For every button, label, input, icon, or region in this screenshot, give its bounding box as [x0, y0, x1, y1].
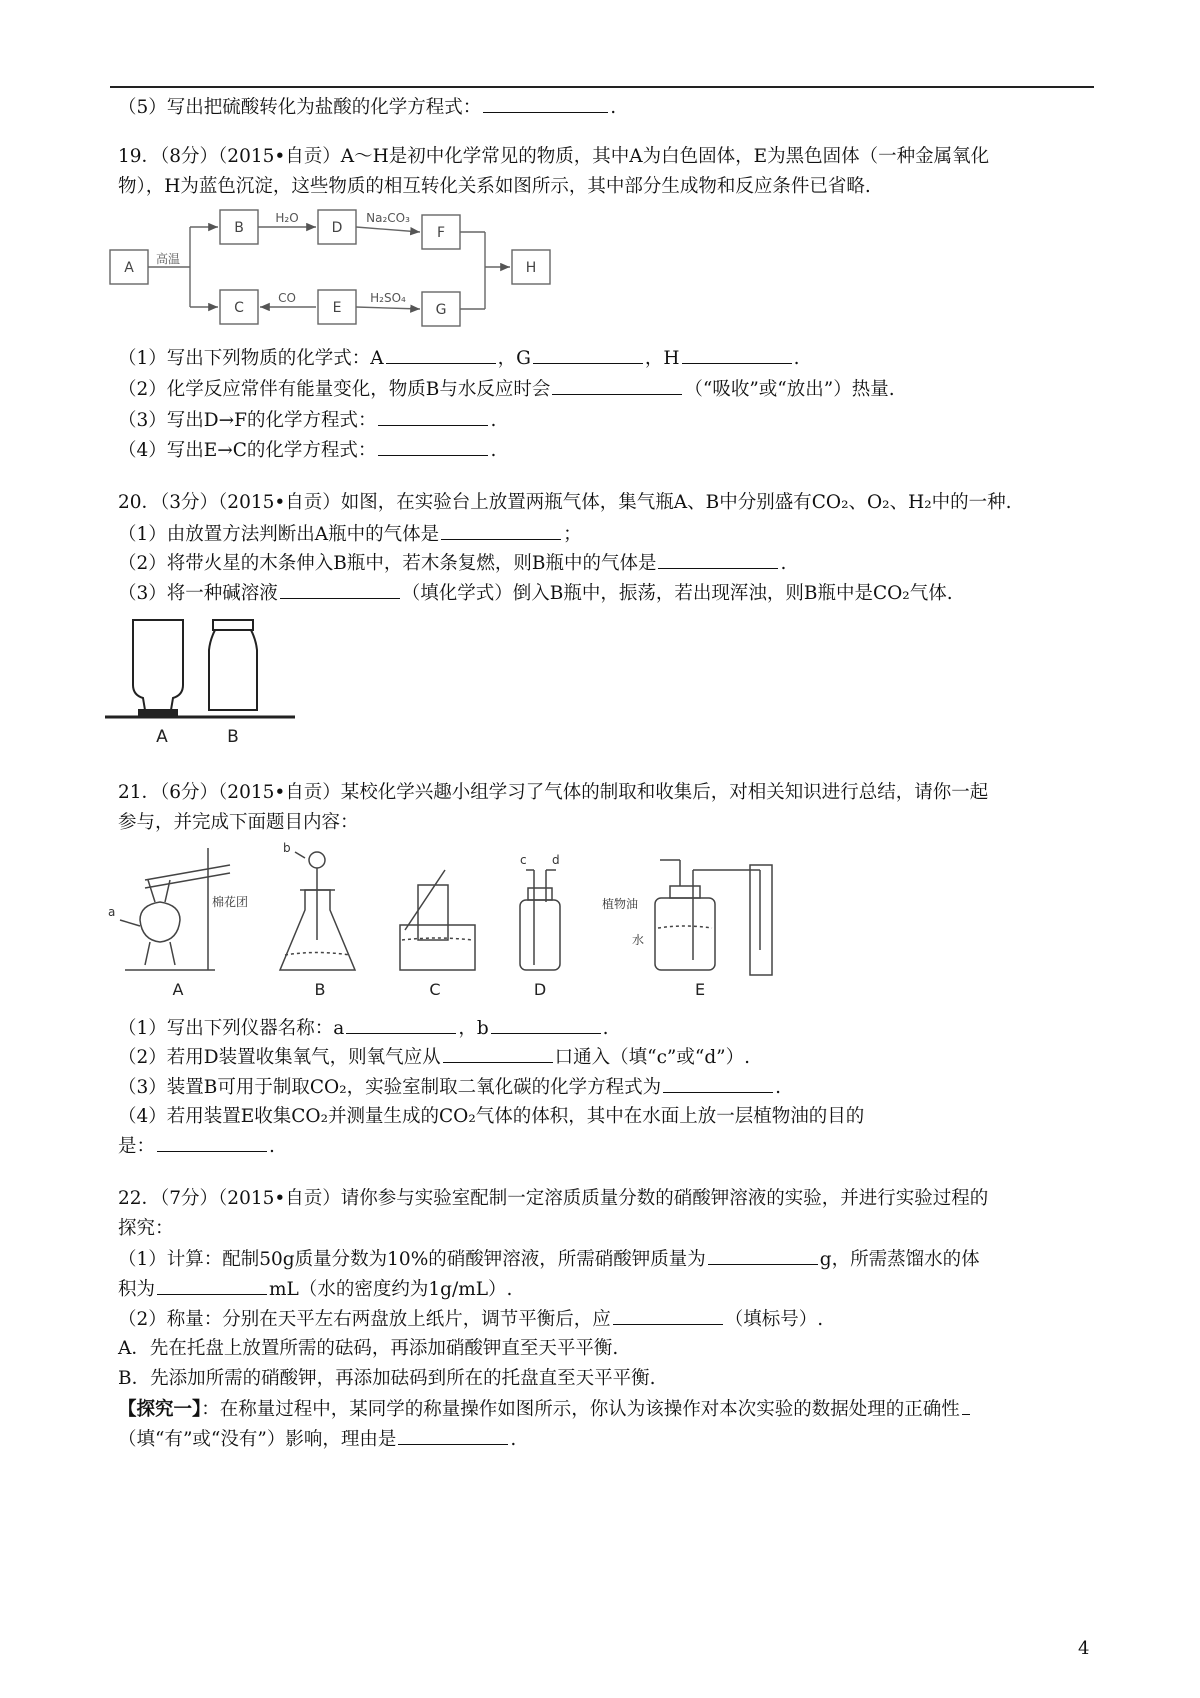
q19-part3 [118, 407, 496, 434]
q22-part2 [118, 1306, 823, 1333]
answer-blank[interactable] [378, 407, 488, 426]
q21-p1-text: （1）写出下列仪器名称：a [118, 1018, 345, 1039]
bottle-a-label: A [156, 727, 168, 747]
answer-blank[interactable] [398, 1426, 508, 1445]
q19-part1 [118, 345, 799, 372]
q19-p3-text: （3）写出D→F的化学方程式： [118, 410, 377, 431]
q20-part2 [118, 550, 786, 577]
label-b-small: b [283, 841, 291, 855]
q20-p2-end: . [780, 553, 787, 574]
q19-p2-end: （“吸收”或“放出”）热量. [684, 379, 895, 400]
answer-blank[interactable] [157, 1276, 267, 1295]
q19-p3-end: . [490, 410, 497, 431]
q20-p1-text: （1）由放置方法判断出A瓶中的气体是 [118, 524, 440, 545]
q19-p2-text: （2）化学反应常伴有能量变化，物质B与水反应时会 [118, 379, 551, 400]
q21-p4-end: . [269, 1136, 275, 1157]
apparatus-c [400, 870, 475, 970]
label-na2co3: Na₂CO₃ [366, 211, 410, 225]
q22-p2-end: （填标号）. [724, 1309, 824, 1330]
q19-p1-text: （1）写出下列物质的化学式：A [118, 348, 384, 369]
q20-p1-end: ； [563, 524, 582, 545]
label-h2so4: H₂SO₄ [370, 291, 406, 305]
q22-explore-end: . [510, 1429, 517, 1450]
node-label-h: H [525, 260, 537, 276]
label-h2o: H₂O [275, 211, 299, 225]
bottle-b [209, 630, 257, 710]
q19-part2 [118, 376, 895, 403]
q22-part1-line2 [118, 1276, 512, 1303]
q19-p1-text-g: ，G [497, 348, 531, 369]
q20-part1 [118, 521, 582, 548]
q20-p3-text: （3）将一种碱溶液 [118, 583, 278, 604]
node-label-b: B [234, 220, 244, 236]
node-label-d: D [331, 220, 343, 236]
q19-p4-text: （4）写出E→C的化学方程式： [118, 440, 377, 461]
q22-p1-text-b: g，所需蒸馏水的体 [819, 1249, 980, 1270]
q21-p4-text: 是： [118, 1136, 156, 1157]
answer-blank[interactable] [613, 1306, 723, 1325]
q22-stem-line1: 22．（7分）（2015•自贡）请你参与实验室配制一定溶质质量分数的硝酸钾溶液的实验，并进行实验过程的 [118, 1188, 989, 1209]
apparatus-a [120, 848, 230, 970]
q21-p3-end: . [775, 1077, 781, 1098]
q19-p1-text-h: ，H [644, 348, 680, 369]
q21-stem-line1: 21．（6分）（2015•自贡）某校化学兴趣小组学习了气体的制取和收集后，对相关知识进行总结，请你一起 [118, 782, 989, 803]
q22-p1-text-c: 积为 [118, 1279, 156, 1300]
apparatus-e [655, 860, 772, 975]
apparatus-e-label: E [694, 980, 706, 999]
q21-p3-text: （3）装置B可用于制取CO₂，实验室制取二氧化碳的化学方程式为 [118, 1077, 662, 1098]
answer-blank[interactable] [708, 1246, 818, 1265]
q21-p1-end: . [602, 1018, 609, 1039]
q22-p2-text: （2）称量：分别在天平左右两盘放上纸片，调节平衡后，应 [118, 1309, 611, 1330]
answer-blank[interactable] [157, 1133, 267, 1152]
answer-blank[interactable] [441, 521, 561, 540]
q21-part4-line2 [118, 1133, 275, 1160]
q21-part3 [118, 1074, 781, 1101]
answer-blank[interactable] [346, 1015, 456, 1034]
bottle-a [133, 620, 183, 710]
q22-explore-line1 [118, 1396, 972, 1423]
node-label-a: A [124, 260, 134, 276]
label-d-small: d [552, 853, 560, 867]
answer-blank[interactable] [962, 1396, 970, 1415]
q20-part3 [118, 580, 953, 607]
q21-stem-line2: 参与，并完成下面题目内容： [118, 812, 359, 833]
q22-option-a: A．先在托盘上放置所需的砝码，再添加硝酸钾直至天平平衡. [118, 1338, 619, 1359]
q21-p2-text: （2）若用D装置收集氧气，则氧气应从 [118, 1047, 441, 1068]
answer-blank[interactable] [663, 1074, 773, 1093]
node-label-f: F [436, 225, 446, 241]
q22-explore-text-b: （填“有”或“没有”）影响，理由是 [118, 1429, 397, 1450]
label-cotton: 棉花团 [212, 895, 249, 909]
apparatus-a-label: A [172, 980, 184, 999]
q19-transformation-diagram [100, 195, 570, 335]
q21-p1-text-b: ，b [458, 1018, 489, 1039]
q18-part5 [118, 94, 616, 121]
answer-blank[interactable] [378, 437, 488, 456]
q18-p5-text: （5）写出把硫酸转化为盐酸的化学方程式： [118, 97, 482, 118]
q21-part2 [118, 1044, 750, 1071]
header-rule [110, 86, 1094, 88]
answer-blank[interactable] [491, 1015, 601, 1034]
q20-gas-bottles-figure [105, 610, 305, 750]
label-c-small: c [520, 853, 527, 867]
q22-option-b: B．先添加所需的硝酸钾，再添加砝码到所在的托盘直至天平平衡. [118, 1368, 656, 1389]
apparatus-d-label: D [533, 980, 547, 999]
q20-p3-end: （填化学式）倒入B瓶中，振荡，若出现浑浊，则B瓶中是CO₂气体. [401, 583, 953, 604]
q19-p4-end: . [490, 440, 497, 461]
q22-part1-line1 [118, 1246, 980, 1273]
q18-p5-end: . [610, 97, 617, 118]
q19-part4 [118, 437, 496, 464]
q20-p2-text: （2）将带火星的木条伸入B瓶中，若木条复燃，则B瓶中的气体是 [118, 553, 657, 574]
q21-part1 [118, 1015, 609, 1042]
answer-blank[interactable] [443, 1044, 553, 1063]
q22-p1-end: mL（水的密度约为1g/mL）. [269, 1279, 513, 1300]
q21-apparatus-figure [100, 840, 800, 1000]
q22-explore-line2 [118, 1426, 516, 1453]
page-number: 4 [1078, 1638, 1090, 1659]
label-a-small: a [108, 905, 116, 919]
apparatus-b-label: B [314, 980, 326, 999]
q22-stem-line2: 探究： [118, 1218, 174, 1239]
node-label-e: E [332, 300, 342, 316]
q22-explore-tag: 【探究一】 [118, 1399, 202, 1420]
apparatus-b [280, 852, 355, 970]
answer-blank[interactable] [552, 376, 682, 395]
answer-blank[interactable] [682, 345, 792, 364]
label-gaowen: 高温 [155, 252, 181, 266]
q20-stem: 20．（3分）（2015•自贡）如图，在实验台上放置两瓶气体，集气瓶A、B中分别盛有CO₂、O₂、H₂中的一种. [118, 492, 1012, 513]
q21-p2-end: 口通入（填“c”或“d”）. [554, 1047, 751, 1068]
q19-stem-line1: 19．（8分）（2015•自贡）A～H是初中化学常见的物质，其中A为白色固体，E为黑色固体（一种金属氧化 [118, 146, 990, 167]
answer-blank[interactable] [386, 345, 496, 364]
answer-blank[interactable] [533, 345, 643, 364]
q19-p1-end: . [793, 348, 800, 369]
answer-blank[interactable] [483, 94, 608, 113]
label-water: 水 [632, 933, 645, 947]
q21-part4-line1: （4）若用装置E收集CO₂并测量生成的CO₂气体的体积，其中在水面上放一层植物油的目的 [118, 1106, 865, 1127]
node-label-c: C [234, 300, 244, 316]
node-label-g: G [435, 302, 447, 318]
bottle-b-label: B [227, 727, 239, 747]
q22-explore-text: ：在称量过程中，某同学的称量操作如图所示，你认为该操作对本次实验的数据处理的正确性 [201, 1399, 960, 1420]
label-co: CO [278, 291, 296, 305]
apparatus-c-label: C [429, 980, 441, 999]
label-oil: 植物油 [602, 897, 639, 911]
answer-blank[interactable] [280, 580, 400, 599]
answer-blank[interactable] [658, 550, 778, 569]
q19-stem-line2: 物），H为蓝色沉淀，这些物质的相互转化关系如图所示，其中部分生成物和反应条件已省略. [118, 176, 871, 197]
q22-p1-text: （1）计算：配制50g质量分数为10%的硝酸钾溶液，所需硝酸钾质量为 [118, 1249, 706, 1270]
apparatus-d [520, 870, 560, 970]
